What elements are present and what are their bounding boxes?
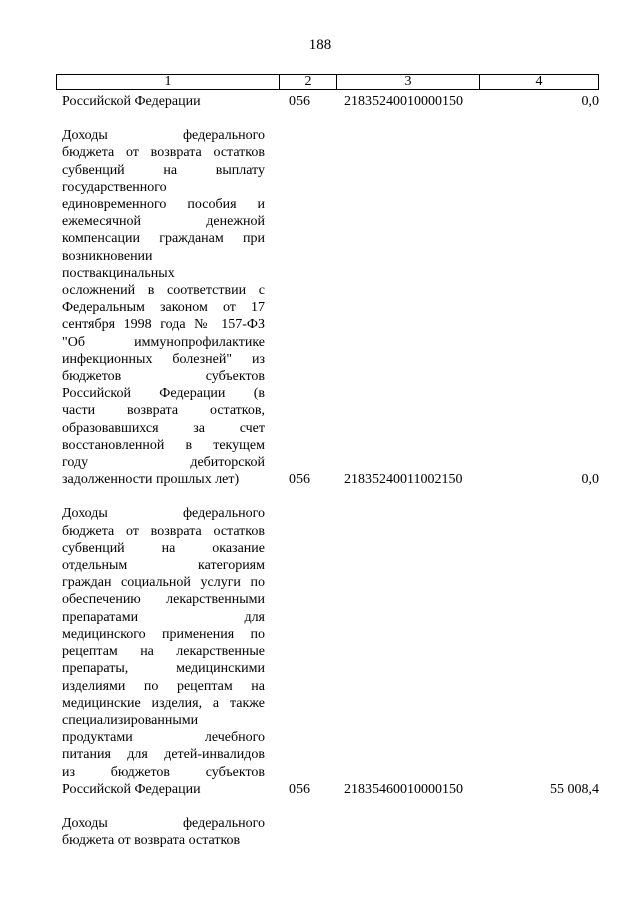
row-kbk: 21835240011002150	[344, 472, 463, 488]
header-col-3: 3	[337, 75, 480, 89]
page-number: 188	[308, 37, 332, 53]
header-col-2: 2	[280, 75, 337, 89]
row-description	[62, 815, 265, 849]
description-line: восстановленной в текущем	[62, 437, 265, 453]
header-col-4: 4	[535, 74, 543, 89]
description-line: Российской Федерации	[62, 94, 201, 109]
description-line: ежемесячной денежной	[62, 214, 265, 230]
description-line: поствакцинальных	[62, 265, 175, 281]
description-line: препаратами для	[62, 609, 265, 625]
description-line: субвенций на оказание	[62, 540, 265, 556]
table-row	[62, 93, 599, 110]
description-line: государственного	[62, 179, 167, 195]
description-line: осложнений в соответствии с	[62, 283, 265, 299]
description-line: компенсации гражданам при	[62, 231, 265, 247]
row-code: 056	[289, 781, 310, 797]
table-row	[62, 815, 599, 849]
description-line: "Об иммунопрофилактике	[62, 334, 265, 350]
table-body	[62, 93, 599, 866]
description-line: бюджета от возврата остатков	[62, 145, 265, 161]
description-line: бюджетов субъектов	[62, 369, 265, 385]
table-row	[62, 505, 599, 797]
description-line: единовременного пособия и	[62, 197, 265, 213]
description-line: медицинские изделия, а также	[62, 695, 265, 711]
description-line: из бюджетов субъектов	[62, 764, 265, 780]
description-line: бюджета от возврата остатков	[62, 833, 241, 849]
table-row	[62, 127, 599, 488]
description-line: препараты, медицинскими	[62, 661, 265, 677]
row-code: 056	[289, 472, 310, 488]
description-line: Российской Федерации (в	[62, 386, 265, 402]
description-line: Российской Федерации	[62, 781, 201, 797]
description-line: году дебиторской	[62, 455, 265, 471]
description-line: изделиями по рецептам на	[62, 678, 265, 694]
description-line: возникновении	[62, 248, 153, 264]
row-description	[62, 127, 265, 488]
description-line: Федеральным законом от 17	[62, 300, 265, 316]
header-col-1: 1	[57, 75, 280, 89]
description-line: специализированными	[62, 712, 199, 728]
description-line: Доходы федерального	[62, 815, 265, 831]
description-line: части возврата остатков,	[62, 403, 265, 419]
row-amount: 55 008,4	[550, 781, 599, 797]
row-code: 056	[289, 94, 310, 109]
row-kbk: 21835460010000150	[344, 781, 463, 797]
description-line: граждан социальной услуги по	[62, 575, 265, 591]
row-amount: 0,0	[581, 94, 599, 109]
description-line: задолженности прошлых лет)	[62, 472, 240, 488]
table-header	[56, 74, 599, 90]
description-line: рецептам на лекарственные	[62, 644, 265, 660]
description-line: медицинского применения по	[62, 626, 265, 642]
description-line: обеспечению лекарственными	[62, 592, 265, 608]
description-line: инфекционных болезней" из	[62, 351, 265, 367]
description-line: отдельным категориям	[62, 558, 265, 574]
description-line: сентября 1998 года № 157-ФЗ	[62, 317, 265, 333]
description-line: питания для детей-инвалидов	[62, 747, 265, 763]
row-kbk: 21835240010000150	[344, 94, 463, 109]
row-description	[62, 93, 265, 110]
description-line: субвенций на выплату	[62, 162, 265, 178]
row-description	[62, 505, 265, 797]
description-line: продуктами лечебного	[62, 730, 265, 746]
row-amount: 0,0	[581, 472, 599, 488]
description-line: Доходы федерального	[62, 128, 265, 144]
description-line: бюджета от возврата остатков	[62, 523, 265, 539]
description-line: образовавшихся за счет	[62, 420, 265, 436]
description-line: Доходы федерального	[62, 506, 265, 522]
